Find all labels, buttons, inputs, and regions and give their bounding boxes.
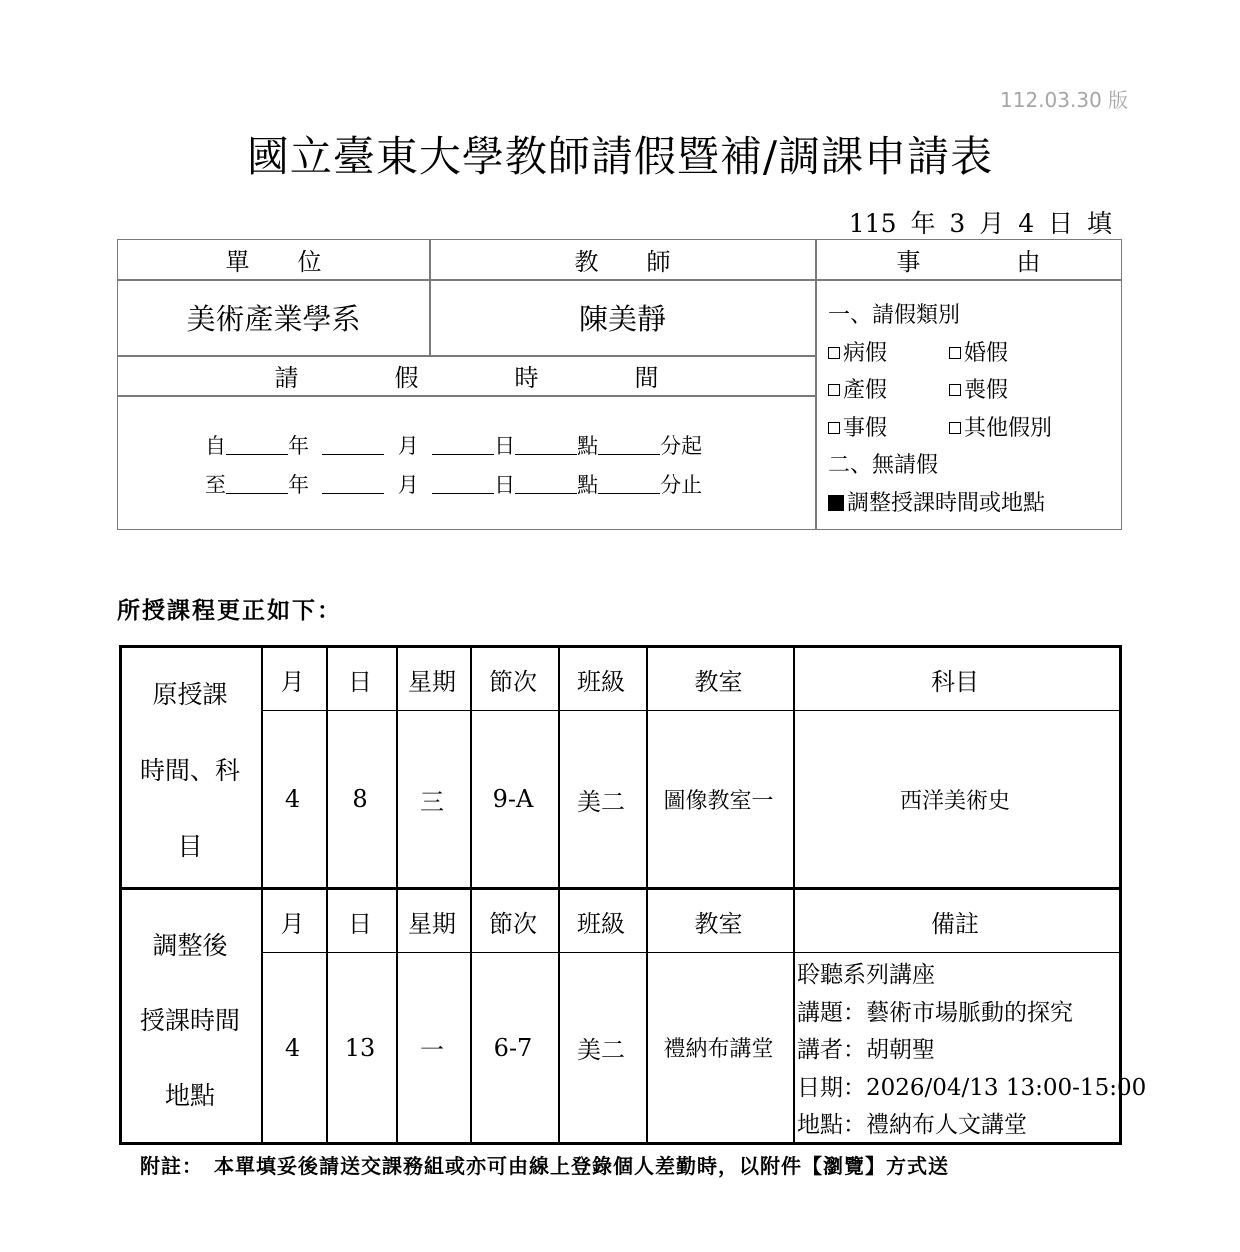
fill-date: 115 年 3 月 4 日 填	[848, 209, 1112, 238]
orig-room-header: 教室	[694, 667, 743, 696]
adj-room-header: 教室	[694, 909, 743, 938]
adj-month-value: 4	[284, 1033, 301, 1062]
orig-class-value: 美二	[577, 787, 625, 816]
period-to-row: 至 年 月 日 點 分止	[205, 473, 703, 497]
original-label-3: 目	[177, 832, 203, 861]
orig-month-header: 月	[280, 667, 305, 696]
unit-value: 美術產業學系	[186, 302, 361, 336]
notes-line-3: 講者：胡朝聖	[797, 1037, 935, 1063]
orig-month-value: 4	[284, 785, 301, 813]
marriage-leave-checkbox[interactable]	[949, 347, 961, 359]
orig-subject-value: 西洋美術史	[899, 788, 1010, 814]
adj-month-header: 月	[280, 909, 305, 938]
orig-class-header: 班級	[577, 667, 625, 696]
reason-header: 事 由	[896, 248, 1041, 276]
orig-day-value: 8	[352, 785, 368, 813]
teacher-value: 陳美靜	[578, 302, 666, 336]
orig-subject-header: 科目	[931, 667, 979, 696]
notes-line-1: 聆聽系列講座	[797, 962, 935, 988]
adj-day-value: 13	[344, 1033, 376, 1062]
leave-period-header: 請 假 時 間	[274, 364, 659, 392]
adj-room-value: 禮納布講堂	[663, 1037, 774, 1062]
adj-period-header: 節次	[489, 909, 537, 938]
maternity-leave-checkbox[interactable]	[828, 384, 840, 396]
sick-leave-checkbox[interactable]	[828, 347, 840, 359]
orig-room-value: 圖像教室一	[663, 788, 774, 814]
other-leave-checkbox[interactable]	[949, 422, 961, 434]
adjust-schedule-option: 調整授課時間或地點	[828, 486, 1045, 517]
orig-weekday-value: 三	[420, 787, 444, 816]
teacher-header: 教 師	[574, 248, 671, 276]
period-from-row: 自 年 月 日 點 分起	[205, 434, 703, 458]
notes-line-4: 日期：2026/04/13 13:00-15:00	[797, 1074, 1147, 1101]
leave-type-row-2: 產假 喪假	[828, 373, 1008, 404]
no-leave-section: 二、無請假	[828, 453, 939, 478]
adjusted-label-3: 地點	[164, 1081, 215, 1110]
form-title: 國立臺東大學教師請假暨補/調課申請表	[246, 132, 994, 181]
personal-leave-checkbox[interactable]	[828, 422, 840, 434]
notes-line-5: 地點：禮納布人文講堂	[797, 1112, 1027, 1138]
leave-type-row-1: 病假 婚假	[828, 336, 1008, 367]
adjust-schedule-checkbox[interactable]	[828, 495, 844, 511]
orig-period-header: 節次	[489, 667, 537, 696]
orig-day-header: 日	[348, 667, 372, 696]
notes-line-2: 講題：藝術市場脈動的探究	[797, 999, 1073, 1026]
leave-type-section: 一、請假類別	[828, 303, 961, 328]
adj-notes-value	[797, 957, 1146, 1145]
adj-class-header: 班級	[577, 909, 625, 938]
footer-note: 附註： 本單填妥後請送交課務組或亦可由線上登錄個人差勤時，以附件【瀏覽】方式送	[140, 1154, 949, 1178]
adj-period-value: 6-7	[493, 1033, 533, 1062]
adj-weekday-value: 一	[420, 1036, 444, 1064]
orig-weekday-header: 星期	[408, 667, 456, 696]
adj-notes-header: 備註	[931, 909, 979, 938]
adj-weekday-header: 星期	[408, 909, 456, 938]
courses-heading: 所授課程更正如下：	[117, 597, 342, 624]
original-label-1: 原授課	[152, 680, 228, 709]
leave-type-row-3: 事假 其他假別	[828, 411, 1052, 442]
adjusted-label-1: 調整後	[152, 931, 228, 960]
adjusted-label-2: 授課時間	[139, 1006, 240, 1035]
funeral-leave-checkbox[interactable]	[949, 384, 961, 396]
orig-period-value: 9-A	[492, 785, 534, 813]
adj-class-value: 美二	[577, 1036, 625, 1064]
original-label-2: 時間、科	[139, 756, 240, 785]
version-label: 112.03.30 版	[1000, 88, 1129, 112]
unit-header: 單 位	[225, 248, 322, 276]
adj-day-header: 日	[348, 909, 372, 938]
